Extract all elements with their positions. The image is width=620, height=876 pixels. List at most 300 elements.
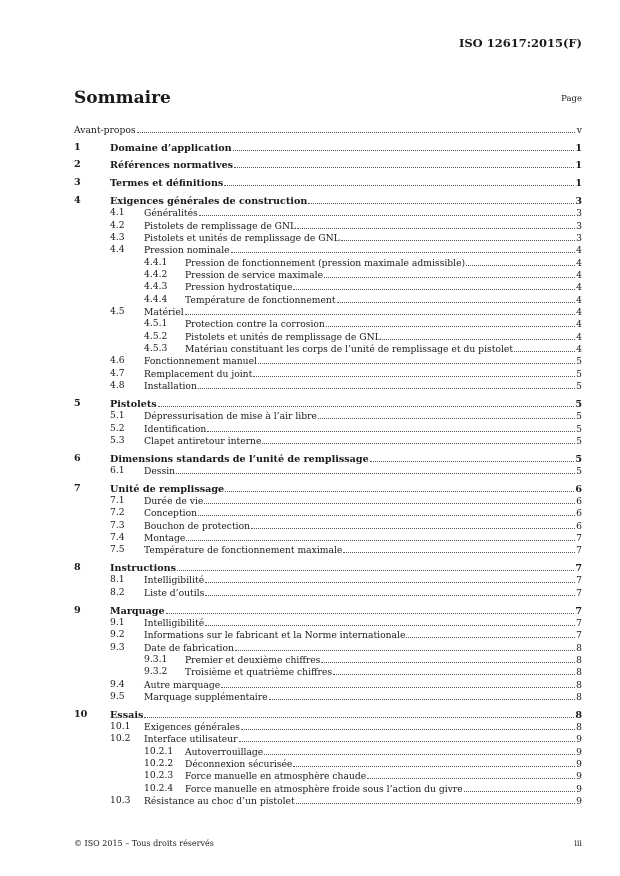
toc-entry[interactable] bbox=[74, 306, 582, 318]
toc-entry-line bbox=[144, 306, 582, 319]
toc-entry-page: 5 bbox=[575, 453, 582, 465]
toc-entry-number: 4.4.1 bbox=[144, 256, 168, 268]
dot-leader bbox=[269, 691, 575, 700]
toc-entry-page: v bbox=[576, 125, 582, 136]
toc-entry-line bbox=[185, 770, 582, 783]
toc-entry-page: 9 bbox=[576, 783, 582, 795]
toc-entry[interactable] bbox=[74, 721, 582, 733]
toc-entry-line bbox=[144, 544, 582, 557]
toc-entry-number: 9.4 bbox=[110, 678, 125, 690]
dot-leader bbox=[464, 783, 575, 792]
toc-entry-label: Pistolets et unités de remplissage de GNL bbox=[144, 232, 340, 244]
toc-entry-line bbox=[144, 721, 582, 734]
toc-entry-number: 7.4 bbox=[110, 532, 125, 544]
toc-entry-number: 5.2 bbox=[110, 422, 125, 434]
toc-entry-line bbox=[144, 587, 582, 600]
toc-entry-line bbox=[144, 435, 582, 448]
toc-entry-number: 4.5.1 bbox=[144, 318, 168, 330]
dot-leader bbox=[466, 257, 575, 266]
toc-entry-line bbox=[144, 423, 582, 436]
toc-entry-line bbox=[144, 642, 582, 655]
toc-entry-label: Intelligibilité bbox=[144, 575, 205, 587]
dot-leader bbox=[199, 207, 575, 216]
dot-leader bbox=[235, 642, 575, 651]
dot-leader bbox=[258, 355, 575, 364]
toc-entry-line bbox=[185, 758, 582, 771]
toc-entry[interactable] bbox=[74, 520, 582, 532]
toc-entry-page: 4 bbox=[576, 344, 582, 356]
toc-entry-label: Troisième et quatrième chiffres bbox=[185, 667, 333, 679]
toc-entry-page: 1 bbox=[575, 142, 582, 154]
toc-entry-page: 9 bbox=[576, 734, 582, 746]
toc-entry-label: Domaine d’application bbox=[110, 142, 232, 154]
toc-entry[interactable] bbox=[74, 666, 582, 678]
toc-entry-line bbox=[144, 574, 582, 587]
toc-entry-page: 8 bbox=[576, 691, 582, 703]
toc-entry-page: 1 bbox=[575, 160, 582, 172]
dot-leader bbox=[158, 398, 575, 407]
dot-leader bbox=[326, 318, 575, 327]
toc-entry-number: 10 bbox=[74, 708, 88, 720]
dot-leader bbox=[198, 380, 575, 389]
toc-entry-label: Date de fabrication bbox=[144, 642, 234, 654]
toc-entry-line bbox=[185, 269, 582, 282]
toc-entry-label: Marquage supplémentaire bbox=[144, 691, 268, 703]
toc-entry[interactable] bbox=[74, 795, 582, 807]
dot-leader bbox=[205, 587, 575, 596]
toc-entry-label: Durée de vie bbox=[144, 496, 204, 508]
toc-entry-label: Exigences générales bbox=[144, 722, 240, 734]
toc-entry[interactable] bbox=[74, 574, 582, 586]
toc-entry-line bbox=[110, 562, 582, 575]
toc-entry-page: 5 bbox=[576, 381, 582, 393]
toc-entry-label: Déconnexion sécurisée bbox=[185, 759, 293, 771]
dot-leader bbox=[370, 453, 575, 462]
toc-entry[interactable] bbox=[74, 244, 582, 256]
toc-entry-page: 4 bbox=[576, 282, 582, 294]
toc-entry-page: 7 bbox=[576, 575, 582, 587]
dot-leader bbox=[321, 654, 575, 663]
toc-entry-label: Clapet antiretour interne bbox=[144, 435, 262, 447]
toc-entry-page: 5 bbox=[576, 435, 582, 447]
toc-entry-page: 8 bbox=[575, 709, 582, 721]
toc-entry-page: 8 bbox=[576, 654, 582, 666]
toc-entry[interactable] bbox=[74, 654, 582, 666]
toc-entry-line bbox=[110, 195, 582, 208]
toc-entry[interactable] bbox=[74, 617, 582, 629]
toc-entry-label: Exigences générales de construction bbox=[110, 195, 308, 207]
toc-entry[interactable] bbox=[74, 453, 582, 465]
dot-leader bbox=[293, 758, 575, 767]
dot-leader bbox=[231, 244, 575, 253]
toc-entry-number: 9.3.1 bbox=[144, 653, 168, 665]
toc-entry-page: 8 bbox=[576, 642, 582, 654]
toc-entry-page: 3 bbox=[576, 220, 582, 232]
toc-entry-label: Dessin bbox=[144, 465, 176, 477]
toc-entry-line bbox=[110, 605, 582, 618]
toc-entry-number: 7.3 bbox=[110, 519, 125, 531]
toc-entry-line bbox=[110, 483, 582, 496]
toc-entry-number: 2 bbox=[74, 159, 81, 171]
dot-leader bbox=[224, 177, 574, 186]
toc-entry[interactable] bbox=[74, 207, 582, 219]
toc-entry-line bbox=[185, 294, 582, 307]
toc-entry-number: 10.3 bbox=[110, 795, 131, 807]
toc-entry-page: 7 bbox=[575, 605, 582, 617]
toc-entry[interactable] bbox=[74, 423, 582, 435]
toc-entry-number: 7.2 bbox=[110, 507, 125, 519]
toc-entry-line bbox=[144, 244, 582, 257]
toc-entry-line bbox=[185, 318, 582, 331]
toc-entry-label: Protection contre la corrosion bbox=[185, 319, 325, 331]
toc-entry-line bbox=[185, 666, 582, 679]
toc-entry-page: 7 bbox=[576, 587, 582, 599]
toc-entry-line bbox=[144, 617, 582, 630]
toc-entry-number: 4.1 bbox=[110, 207, 125, 219]
dot-leader bbox=[324, 269, 575, 278]
toc-entry-number: 8.1 bbox=[110, 574, 125, 586]
toc-entry-page: 7 bbox=[576, 545, 582, 557]
toc-entry[interactable] bbox=[74, 368, 582, 380]
toc-entry-label: Pistolets de remplissage de GNL bbox=[144, 220, 297, 232]
dot-leader bbox=[264, 746, 575, 755]
toc-entry[interactable] bbox=[74, 709, 582, 721]
toc-entry-label: Force manuelle en atmosphère chaude bbox=[185, 771, 367, 783]
toc-entry[interactable] bbox=[74, 495, 582, 507]
toc-entry-page: 5 bbox=[576, 411, 582, 423]
dot-leader bbox=[262, 435, 575, 444]
dot-leader bbox=[341, 232, 575, 241]
toc-entry-number: 10.1 bbox=[110, 721, 131, 733]
toc-entry-line bbox=[185, 746, 582, 759]
toc-entry-label: Matériel bbox=[144, 307, 184, 319]
footer-page-number: iii bbox=[574, 839, 582, 848]
toc-entry-number: 10.2.1 bbox=[144, 745, 174, 757]
toc-entry-page: 5 bbox=[575, 398, 582, 410]
toc-entry-number: 7.5 bbox=[110, 544, 125, 556]
dot-leader bbox=[333, 666, 575, 675]
toc-entry-number: 4.4.3 bbox=[144, 281, 168, 293]
dot-leader bbox=[137, 124, 575, 133]
toc-entry-number: 4.8 bbox=[110, 380, 125, 392]
toc-entry-number: 7.1 bbox=[110, 495, 125, 507]
dot-leader bbox=[382, 331, 575, 340]
toc-entry-line bbox=[144, 465, 582, 478]
toc-entry[interactable] bbox=[74, 642, 582, 654]
dot-leader bbox=[239, 733, 575, 742]
toc-entry-label: Pression de fonctionnement (pression maximale admissible) bbox=[185, 257, 466, 269]
toc-entry-label: Dimensions standards de l’unité de remplissage bbox=[110, 453, 369, 465]
toc-entry-line bbox=[144, 355, 582, 368]
toc-entry-label: Interface utilisateur bbox=[144, 734, 238, 746]
toc-entry[interactable] bbox=[74, 733, 582, 745]
toc-entry-page: 6 bbox=[576, 496, 582, 508]
toc-entry-number: 10.2 bbox=[110, 733, 131, 745]
toc-entry-label: Termes et définitions bbox=[110, 178, 224, 190]
toc-entry[interactable] bbox=[74, 318, 582, 330]
toc-entry-page: 4 bbox=[576, 307, 582, 319]
toc-entry-line bbox=[144, 679, 582, 692]
toc-entry-number: 9.3.2 bbox=[144, 666, 168, 678]
toc-entry-label: Remplacement du joint bbox=[144, 368, 253, 380]
toc-entry-label: Installation bbox=[144, 381, 197, 393]
toc-entry-label: Marquage bbox=[110, 605, 165, 617]
dot-leader bbox=[233, 142, 575, 151]
toc-entry-number: 10.2.4 bbox=[144, 782, 174, 794]
toc-entry-label: Pression hydrostatique bbox=[185, 282, 293, 294]
toc-entry-page: 5 bbox=[576, 423, 582, 435]
dot-leader bbox=[234, 159, 574, 168]
toc-entry-number: 6.1 bbox=[110, 464, 125, 476]
toc-entry[interactable] bbox=[74, 691, 582, 703]
toc-entry-line bbox=[185, 257, 582, 270]
toc-entry-number: 8.2 bbox=[110, 586, 125, 598]
toc-entry[interactable] bbox=[74, 343, 582, 355]
toc-entry-page: 6 bbox=[576, 520, 582, 532]
toc-entry-number: 9.1 bbox=[110, 616, 125, 628]
toc-entry-label: Généralités bbox=[144, 208, 198, 220]
toc-entry-label: Autoverrouillage bbox=[185, 746, 264, 758]
toc-entry-label: Température de fonctionnement maximale bbox=[144, 545, 343, 557]
dot-leader bbox=[337, 294, 575, 303]
toc-entry-number: 3 bbox=[74, 177, 81, 189]
toc-entry-line bbox=[144, 507, 582, 520]
toc-entry-label: Intelligibilité bbox=[144, 617, 205, 629]
toc-entry-page: 3 bbox=[576, 208, 582, 220]
dot-leader bbox=[308, 195, 574, 204]
toc-entry-page: 3 bbox=[575, 195, 582, 207]
page-column-label: Page bbox=[561, 94, 582, 104]
toc-entry-number: 4.5 bbox=[110, 306, 125, 318]
toc-entry-number: 9.2 bbox=[110, 629, 125, 641]
toc-entry-number: 4.5.2 bbox=[144, 330, 168, 342]
toc-entry-label: Pistolets bbox=[110, 398, 157, 410]
dot-leader bbox=[251, 520, 575, 529]
toc-entry-label: Instructions bbox=[110, 563, 177, 575]
toc-entry-label: Pistolets et unités de remplissage de GNL bbox=[185, 331, 381, 343]
toc-entry-line bbox=[110, 453, 582, 466]
toc-entry-page: 4 bbox=[576, 319, 582, 331]
dot-leader bbox=[198, 507, 575, 516]
toc-entry-label: Informations sur le fabricant et la Norme internationale bbox=[144, 630, 406, 642]
toc-entry[interactable] bbox=[74, 177, 582, 189]
toc-entry[interactable] bbox=[74, 269, 582, 281]
toc-entry-line bbox=[144, 629, 582, 642]
dot-leader bbox=[514, 343, 575, 352]
toc-entry[interactable] bbox=[74, 159, 582, 171]
toc-entry[interactable] bbox=[74, 587, 582, 599]
toc-entry[interactable] bbox=[74, 124, 582, 136]
toc-entry-label: Montage bbox=[144, 533, 186, 545]
toc-entry-page: 6 bbox=[575, 483, 582, 495]
toc-entry-page: 8 bbox=[576, 679, 582, 691]
toc-entry-page: 5 bbox=[576, 356, 582, 368]
toc-entry-line bbox=[110, 177, 582, 190]
dot-leader bbox=[185, 306, 575, 315]
toc-entry-number: 10.2.2 bbox=[144, 758, 174, 770]
dot-leader bbox=[207, 423, 575, 432]
toc-entry-line bbox=[144, 368, 582, 381]
toc-entry-number: 5.1 bbox=[110, 410, 125, 422]
toc-entry[interactable] bbox=[74, 331, 582, 343]
toc-entry-page: 9 bbox=[576, 771, 582, 783]
dot-leader bbox=[293, 281, 575, 290]
toc-entry-number: 7 bbox=[74, 482, 81, 494]
toc-entry-page: 7 bbox=[576, 533, 582, 545]
toc-entry-page: 4 bbox=[576, 245, 582, 257]
toc-entry[interactable] bbox=[74, 294, 582, 306]
toc-entry-label: Résistance au choc d’un pistolet bbox=[144, 796, 295, 808]
toc-entry-line bbox=[185, 331, 582, 344]
toc-entry[interactable] bbox=[74, 758, 582, 770]
toc-entry-number: 1 bbox=[74, 141, 81, 153]
toc-entry-number: 4.4 bbox=[110, 244, 125, 256]
toc-entry-label: Liste d’outils bbox=[144, 587, 205, 599]
toc-entry-line bbox=[144, 495, 582, 508]
dot-leader bbox=[221, 679, 575, 688]
toc-entry[interactable] bbox=[74, 142, 582, 154]
toc-entry-number: 4 bbox=[74, 194, 81, 206]
toc-entry[interactable] bbox=[74, 483, 582, 495]
toc-entry[interactable] bbox=[74, 398, 582, 410]
toc-entry-label: Bouchon de protection bbox=[144, 520, 251, 532]
toc-entry-label: Fonctionnement manuel bbox=[144, 356, 257, 368]
toc-entry-label: Conception bbox=[144, 508, 198, 520]
toc-entry-label: Dépressurisation de mise à l’air libre bbox=[144, 411, 317, 423]
toc-entry-line bbox=[144, 532, 582, 545]
dot-leader bbox=[204, 495, 575, 504]
toc-entry-line bbox=[144, 220, 582, 233]
toc-entry-line bbox=[144, 691, 582, 704]
dot-leader bbox=[297, 220, 575, 229]
toc-entry[interactable] bbox=[74, 605, 582, 617]
toc-entry[interactable] bbox=[74, 507, 582, 519]
toc-entry-line bbox=[185, 783, 582, 796]
toc-entry-label: Avant-propos bbox=[74, 125, 136, 136]
toc-entry[interactable] bbox=[74, 679, 582, 691]
dot-leader bbox=[241, 721, 575, 730]
toc-entry-label: Pression nominale bbox=[144, 245, 230, 257]
toc-entry-page: 7 bbox=[575, 563, 582, 575]
dot-leader bbox=[177, 562, 574, 571]
toc-entry-label: Pression de service maximale bbox=[185, 270, 324, 281]
toc-entry-line bbox=[144, 520, 582, 533]
toc-entry-page: 8 bbox=[576, 722, 582, 734]
toc-entry-label: Références normatives bbox=[110, 160, 234, 172]
toc-entry[interactable] bbox=[74, 232, 582, 244]
toc-entry-number: 4.3 bbox=[110, 231, 125, 243]
toc-entry-line bbox=[185, 343, 582, 356]
dot-leader bbox=[318, 410, 575, 419]
toc-entry-line bbox=[110, 709, 582, 722]
toc-entry-page: 3 bbox=[576, 232, 582, 244]
toc-entry[interactable] bbox=[74, 770, 582, 782]
toc-entry-page: 9 bbox=[576, 796, 582, 808]
toc-entry[interactable] bbox=[74, 355, 582, 367]
toc-entry-label: Identification bbox=[144, 423, 207, 435]
toc-entry-number: 5.3 bbox=[110, 434, 125, 446]
toc-entry[interactable] bbox=[74, 532, 582, 544]
toc-entry[interactable] bbox=[74, 435, 582, 447]
toc-entry-number: 9.5 bbox=[110, 690, 125, 702]
dot-leader bbox=[225, 483, 574, 492]
toc-entry[interactable] bbox=[74, 380, 582, 392]
toc-entry-label: Matériau constituant les corps de l’unité de remplissage et du pistolet bbox=[185, 344, 514, 356]
toc-entry-page: 1 bbox=[575, 178, 582, 190]
toc-entry[interactable] bbox=[74, 281, 582, 293]
dot-leader bbox=[367, 770, 575, 779]
toc-entry-label: Force manuelle en atmosphère froide sous l’action du givre bbox=[185, 783, 463, 795]
toc-entry-label: Autre marquage bbox=[144, 679, 221, 691]
toc-entry[interactable] bbox=[74, 220, 582, 232]
dot-leader bbox=[176, 465, 575, 474]
toc-entry-line bbox=[185, 654, 582, 667]
toc-entry-label: Unité de remplissage bbox=[110, 483, 225, 495]
toc-entry-page: 6 bbox=[576, 508, 582, 520]
toc-entry[interactable] bbox=[74, 544, 582, 556]
toc-entry-line bbox=[144, 733, 582, 746]
toc-entry-page: 5 bbox=[576, 368, 582, 380]
toc-entry-number: 4.7 bbox=[110, 367, 125, 379]
document-header: ISO 12617:2015(F) bbox=[458, 36, 582, 50]
dot-leader bbox=[166, 605, 575, 614]
toc-entry-number: 9 bbox=[74, 604, 81, 616]
toc-entry-label: Premier et deuxième chiffres bbox=[185, 654, 321, 666]
toc-entry-page: 9 bbox=[576, 759, 582, 771]
toc-entry[interactable] bbox=[74, 195, 582, 207]
toc-entry-number: 9.3 bbox=[110, 641, 125, 653]
dot-leader bbox=[296, 795, 575, 804]
toc-entry-line bbox=[74, 124, 582, 137]
toc-entry[interactable] bbox=[74, 746, 582, 758]
dot-leader bbox=[205, 574, 575, 583]
toc-entry-number: 6 bbox=[74, 452, 81, 464]
dot-leader bbox=[406, 629, 575, 638]
toc-entry-line bbox=[185, 281, 582, 294]
toc-entry[interactable] bbox=[74, 257, 582, 269]
dot-leader bbox=[186, 532, 575, 541]
toc-entry[interactable] bbox=[74, 783, 582, 795]
toc-entry-line bbox=[110, 159, 582, 172]
dot-leader bbox=[205, 617, 575, 626]
toc-entry-page: 8 bbox=[576, 667, 582, 679]
toc-entry-label: Température de fonctionnement bbox=[185, 294, 336, 306]
table-of-contents bbox=[74, 124, 582, 807]
toc-entry-line bbox=[144, 232, 582, 245]
dot-leader bbox=[343, 544, 575, 553]
toc-entry-line bbox=[144, 795, 582, 808]
toc-entry[interactable] bbox=[74, 465, 582, 477]
toc-entry-number: 4.4.2 bbox=[144, 269, 168, 280]
toc-entry-number: 8 bbox=[74, 562, 81, 574]
toc-entry-label: Essais bbox=[110, 709, 144, 721]
toc-entry-line bbox=[110, 142, 582, 155]
toc-entry-line bbox=[110, 398, 582, 411]
dot-leader bbox=[144, 709, 574, 718]
toc-entry-page: 4 bbox=[576, 331, 582, 343]
toc-entry-number: 4.2 bbox=[110, 219, 125, 231]
toc-entry[interactable] bbox=[74, 410, 582, 422]
toc-entry-number: 5 bbox=[74, 397, 81, 409]
toc-entry[interactable] bbox=[74, 562, 582, 574]
page-title: Sommaire bbox=[74, 88, 171, 108]
toc-entry-page: 4 bbox=[576, 257, 582, 269]
toc-entry-page: 7 bbox=[576, 630, 582, 642]
toc-entry[interactable] bbox=[74, 629, 582, 641]
toc-entry-number: 4.6 bbox=[110, 355, 125, 367]
footer-copyright: © ISO 2015 – Tous droits réservés bbox=[74, 839, 214, 848]
toc-entry-number: 4.4.4 bbox=[144, 293, 168, 305]
